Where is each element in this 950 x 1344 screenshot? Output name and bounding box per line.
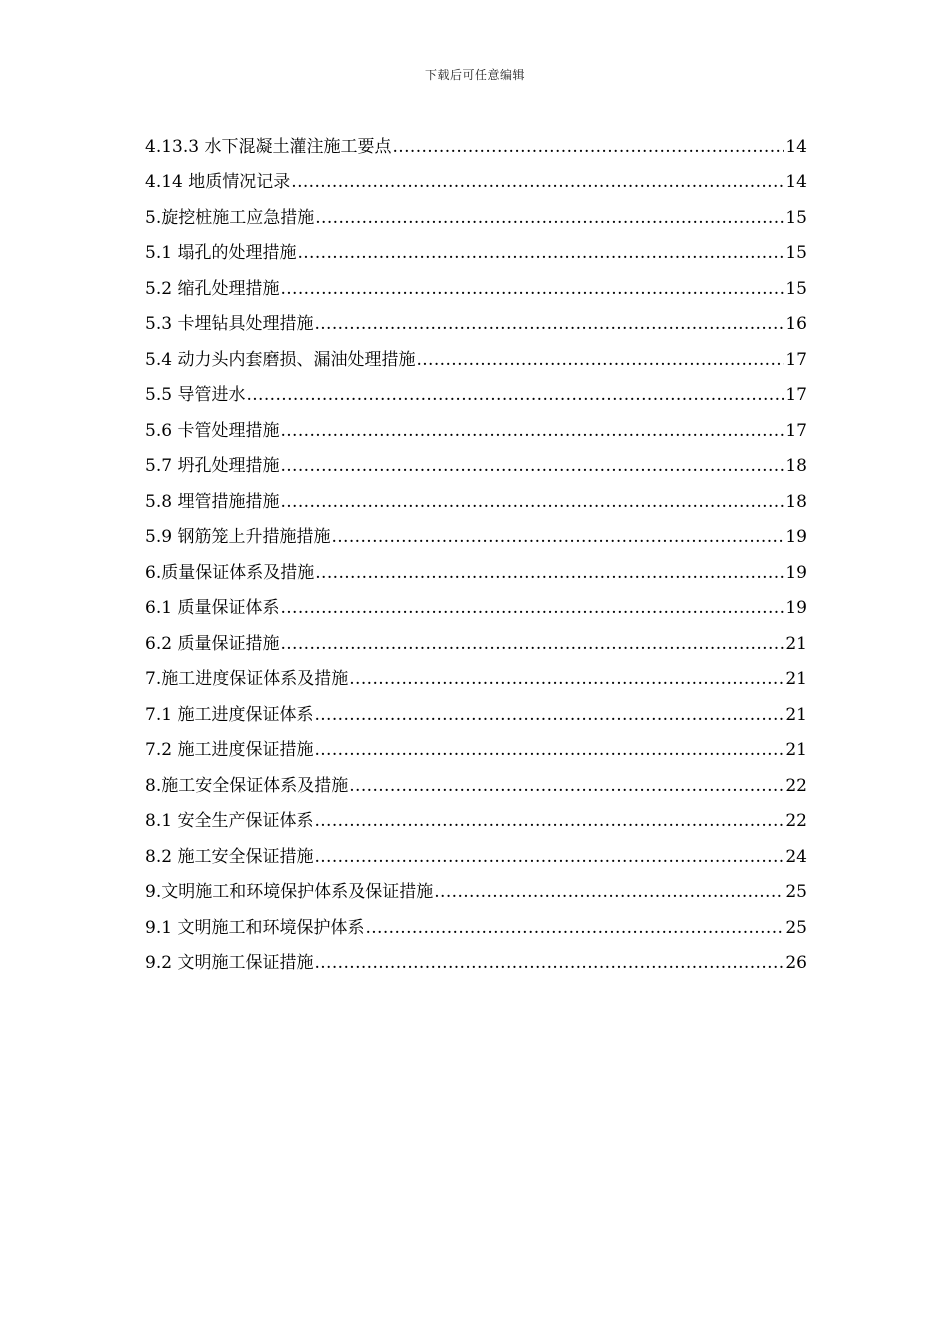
toc-entry[interactable] (145, 689, 807, 725)
toc-entry-title[interactable]: 5.9 钢筋笼上升措施措施 (145, 527, 331, 547)
toc-entry-page-number[interactable]: 14 (785, 172, 807, 192)
toc-entry-title[interactable]: 4.13.3 水下混凝土灌注施工要点 (145, 136, 392, 157)
toc-entry-title[interactable]: 5.8 埋管措施措施 (145, 491, 280, 512)
toc-entry[interactable] (145, 867, 807, 903)
toc-entry-page-number[interactable]: 17 (785, 420, 807, 441)
header-note: 下载后可任意编辑 (424, 68, 525, 82)
toc-entry[interactable] (145, 831, 807, 867)
toc-entry-title[interactable]: 6.2 质量保证措施 (145, 633, 280, 654)
toc-dot-leader (280, 456, 784, 476)
toc-dot-leader (314, 811, 784, 831)
toc-dot-leader (315, 208, 784, 228)
toc-entry-title[interactable]: 8.施工安全保证体系及措施 (145, 775, 349, 796)
toc-entry-title[interactable]: 8.1 安全生产保证体系 (145, 811, 314, 831)
toc-dot-leader (365, 918, 784, 938)
toc-entry-page-number[interactable]: 22 (785, 775, 807, 796)
toc-entry[interactable] (145, 121, 807, 157)
toc-entry-title[interactable]: 7.施工进度保证体系及措施 (145, 669, 349, 689)
toc-entry-title[interactable]: 5.2 缩孔处理措施 (145, 278, 280, 299)
toc-entry-page-number[interactable]: 24 (785, 846, 807, 867)
toc-entry-title[interactable]: 7.1 施工进度保证体系 (145, 704, 314, 725)
toc-entry-page-number[interactable]: 14 (785, 136, 807, 157)
table-of-contents (145, 121, 807, 973)
toc-dot-leader (280, 598, 784, 618)
toc-entry[interactable] (145, 760, 807, 796)
toc-dot-leader (314, 314, 784, 334)
toc-entry-page-number[interactable]: 19 (785, 562, 807, 583)
toc-entry-page-number[interactable]: 19 (785, 598, 807, 618)
toc-dot-leader (280, 492, 784, 512)
toc-entry[interactable] (145, 725, 807, 761)
toc-entry[interactable] (145, 334, 807, 370)
toc-entry[interactable] (145, 370, 807, 406)
toc-entry[interactable] (145, 263, 807, 299)
toc-dot-leader (416, 350, 784, 370)
toc-entry-page-number[interactable]: 26 (785, 953, 807, 973)
toc-entry-page-number[interactable]: 15 (785, 278, 807, 299)
toc-entry-page-number[interactable]: 18 (785, 456, 807, 476)
toc-dot-leader (331, 527, 784, 547)
toc-entry-title[interactable]: 6.1 质量保证体系 (145, 598, 280, 618)
toc-dot-leader (246, 385, 784, 405)
toc-entry[interactable] (145, 405, 807, 441)
toc-entry-title[interactable]: 5.3 卡埋钻具处理措施 (145, 314, 314, 334)
toc-entry[interactable] (145, 902, 807, 938)
toc-entry-page-number[interactable]: 22 (785, 811, 807, 831)
toc-entry[interactable] (145, 796, 807, 832)
toc-entry-page-number[interactable]: 18 (785, 491, 807, 512)
toc-entry-title[interactable]: 7.2 施工进度保证措施 (145, 740, 314, 760)
toc-entry[interactable] (145, 938, 807, 974)
toc-dot-leader (314, 705, 784, 725)
toc-entry-title[interactable]: 5.1 塌孔的处理措施 (145, 243, 297, 263)
toc-entry-page-number[interactable]: 16 (785, 314, 807, 334)
toc-entry-page-number[interactable]: 25 (785, 882, 807, 902)
toc-entry[interactable] (145, 547, 807, 583)
toc-entry[interactable] (145, 583, 807, 619)
toc-entry-page-number[interactable]: 25 (785, 917, 807, 938)
toc-dot-leader (297, 243, 784, 263)
toc-entry[interactable] (145, 618, 807, 654)
toc-entry[interactable] (145, 441, 807, 477)
toc-dot-leader (314, 953, 784, 973)
toc-entry-page-number[interactable]: 21 (785, 704, 807, 725)
toc-dot-leader (314, 847, 784, 867)
toc-entry-page-number[interactable]: 17 (785, 349, 807, 370)
toc-entry-title[interactable]: 5.7 坍孔处理措施 (145, 456, 280, 476)
toc-dot-leader (315, 563, 784, 583)
toc-entry-title[interactable]: 8.2 施工安全保证措施 (145, 846, 314, 867)
toc-entry-title[interactable]: 9.文明施工和环境保护体系及保证措施 (145, 882, 434, 902)
toc-entry-page-number[interactable]: 15 (785, 207, 807, 228)
toc-entry-title[interactable]: 4.14 地质情况记录 (145, 172, 291, 192)
toc-entry-title[interactable]: 9.2 文明施工保证措施 (145, 953, 314, 973)
toc-dot-leader (280, 279, 784, 299)
toc-entry[interactable] (145, 512, 807, 548)
toc-entry-page-number[interactable]: 21 (785, 740, 807, 760)
toc-entry-page-number[interactable]: 17 (785, 385, 807, 405)
toc-entry-page-number[interactable]: 15 (785, 243, 807, 263)
toc-entry-title[interactable]: 6.质量保证体系及措施 (145, 562, 315, 583)
toc-entry[interactable] (145, 476, 807, 512)
toc-entry-page-number[interactable]: 21 (785, 633, 807, 654)
toc-entry[interactable] (145, 228, 807, 264)
toc-entry-title[interactable]: 5.6 卡管处理措施 (145, 420, 280, 441)
toc-dot-leader (349, 776, 784, 796)
toc-entry-page-number[interactable]: 19 (785, 527, 807, 547)
toc-dot-leader (291, 172, 784, 192)
toc-entry-title[interactable]: 5.4 动力头内套磨损、漏油处理措施 (145, 349, 416, 370)
toc-entry[interactable] (145, 654, 807, 690)
toc-entry-title[interactable]: 5.5 导管进水 (145, 385, 246, 405)
toc-dot-leader (280, 634, 784, 654)
toc-dot-leader (349, 669, 784, 689)
toc-dot-leader (280, 421, 784, 441)
toc-dot-leader (434, 882, 784, 902)
toc-dot-leader (314, 740, 784, 760)
toc-entry-title[interactable]: 5.旋挖桩施工应急措施 (145, 207, 315, 228)
toc-entry-title[interactable]: 9.1 文明施工和环境保护体系 (145, 917, 365, 938)
toc-entry-page-number[interactable]: 21 (785, 669, 807, 689)
toc-dot-leader (392, 137, 784, 157)
toc-entry[interactable] (145, 192, 807, 228)
toc-entry[interactable] (145, 157, 807, 193)
toc-entry[interactable] (145, 299, 807, 335)
